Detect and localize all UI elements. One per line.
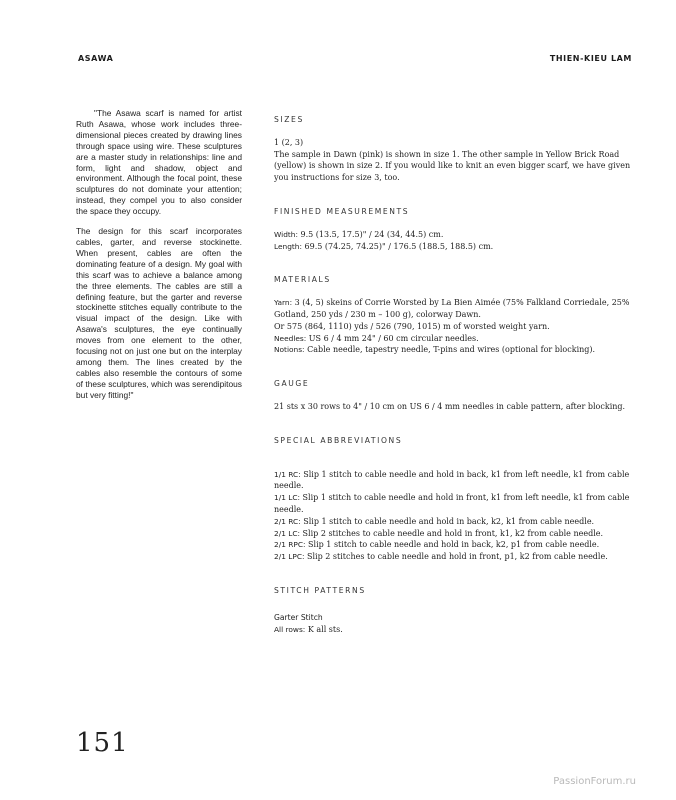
sizes-section [274, 114, 646, 184]
yarn-alternative: Or 575 (864, 1110) yds / 526 (790, 1015) m of worsted weight yarn. [274, 321, 550, 331]
watermark: PassionForum.ru [553, 776, 636, 787]
needles-label: Needles: [274, 333, 307, 343]
section-title: GAUGE [274, 379, 310, 389]
gauge-text: 21 sts x 30 rows to 4" / 10 cm on US 6 / 4 mm needles in cable pattern, after blocking. [274, 401, 626, 411]
garter-rows-value: K all sts. [305, 624, 343, 634]
section-title: MATERIALS [274, 275, 331, 285]
section-title: FINISHED MEASUREMENTS [274, 206, 410, 216]
abbreviation-item [274, 516, 646, 528]
section-title: SIZES [274, 115, 304, 124]
sizes-note: The sample in Dawn (pink) is shown in size 1. The other sample in Yellow Brick Road (yellow) is shown in size 2. If you would like to knit an even bigger scarf, we have given you instructions for size 3, too. [274, 149, 631, 183]
finished-measurements-section [274, 206, 646, 252]
quote-paragraph-1: "The Asawa scarf is named for artist Ruth Asawa, whose work includes three-dimensional pieces created by drawing lines through space using wire. These sculptures are a master study in relationships: line and form, light and shadow, object and environment. Although the focal point, these sculptures do not dominate your attention; instead, they compel you to also consider the space they occupy. [76, 108, 242, 217]
width-value: 9.5 (13.5, 17.5)" / 24 (34, 44.5) cm. [297, 229, 444, 239]
yarn-line [274, 297, 646, 321]
length-value: 69.5 (74.25, 74.25)" / 176.5 (188.5, 188.5) cm. [301, 241, 494, 251]
gauge-section [274, 378, 646, 413]
abbreviation-text: Slip 1 stitch to cable needle and hold in back, k1 from left needle, k1 from cable needle. [274, 469, 630, 491]
needles-value: US 6 / 4 mm 24" / 60 cm circular needles. [306, 333, 479, 343]
yarn-value: 3 (4, 5) skeins of Corrie Worsted by La Bien Aimée (75% Falkland Corriedale, 25% Gotland, 250 yds / 230 m – 100 g), colorway Dawn. [274, 298, 630, 319]
header-author: THIEN-KIEU LAM [549, 54, 632, 63]
abbreviation-item [274, 469, 646, 493]
materials-section [274, 274, 646, 356]
notions-value: Cable needle, tapestry needle, T-pins and wires (optional for blocking). [304, 345, 596, 355]
sizes-list: 1 (2, 3) [274, 137, 304, 147]
width-label: Width: [274, 229, 298, 239]
abbreviation-text: Slip 1 stitch to cable needle and hold in back, k2, p1 from cable needle. [305, 540, 600, 550]
notions-label: Notions: [274, 345, 305, 355]
garter-rows-line [274, 624, 646, 636]
abbreviation-label: 2/1 LPC: [274, 552, 305, 562]
abbreviation-item [274, 492, 646, 516]
stitch-patterns-section [274, 585, 646, 635]
abbreviation-label: 1/1 LC: [274, 493, 301, 503]
yarn-label: Yarn: [274, 298, 293, 308]
abbreviation-text: Slip 2 stitches to cable needle and hold in front, p1, k2 from cable needle. [304, 552, 608, 562]
header-book-title: ASAWA [78, 54, 114, 63]
special-abbreviations-section [274, 435, 646, 563]
needles-line [274, 333, 646, 345]
length-line [274, 241, 646, 253]
section-title: STITCH PATTERNS [274, 585, 366, 595]
abbreviation-label: 2/1 LC: [274, 528, 301, 538]
abbreviation-label: 1/1 RC: [274, 469, 301, 479]
garter-stitch-title: Garter Stitch [274, 612, 323, 622]
abbreviation-text: Slip 1 stitch to cable needle and hold in back, k2, k1 from cable needle. [300, 516, 595, 526]
abbreviation-item [274, 528, 646, 540]
abbreviation-item [274, 539, 646, 551]
abbreviation-item [274, 551, 646, 563]
garter-rows-label: All rows: [274, 624, 306, 634]
abbreviation-label: 2/1 RC: [274, 516, 301, 526]
section-title: SPECIAL ABBREVIATIONS [274, 435, 403, 445]
abbreviation-text: Slip 2 stitches to cable needle and hold in front, k1, k2 from cable needle. [300, 528, 604, 538]
width-line [274, 229, 646, 241]
abbreviation-label: 2/1 RPC: [274, 540, 306, 550]
page-number: 151 [76, 728, 129, 758]
designer-quote [76, 108, 242, 410]
pattern-details [274, 114, 646, 657]
length-label: Length: [274, 241, 302, 251]
quote-paragraph-2: The design for this scarf incorporates cables, garter, and reverse stockinette. When present, cables are often the dominating feature of a design. My goal with this scarf was to achieve a balance among the three elements. The cables are still a defining feature, but the garter and reverse stockinette stitches equally contribute to the visual impact of the design. Like with Asawa's sculptures, the eye continually moves from one element to the other, focusing not on just one but on the interplay among them. The lines created by the cables also resemble the contours of some of these sculptures, which was serendipitous but very fitting!" [76, 226, 242, 400]
abbreviation-text: Slip 1 stitch to cable needle and hold in front, k1 from left needle, k1 from cable needle. [274, 493, 630, 514]
notions-line [274, 344, 646, 356]
